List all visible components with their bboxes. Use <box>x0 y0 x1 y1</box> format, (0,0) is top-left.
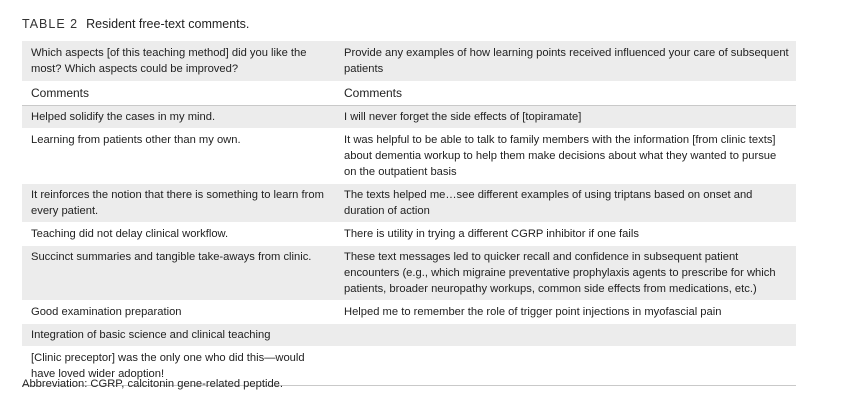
table-cell: The texts helped me…see different examples of using triptans based on onset and duration of action <box>335 184 796 223</box>
table-cell: These text messages led to quicker recall and confidence in subsequent patient encounters (e.g., which migraine preventative prophylaxis agents to prescribe for which patients, broader neuropathy workups, common side effects from medications, etc.) <box>335 246 796 301</box>
table-label: TABLE 2 <box>22 17 79 31</box>
table-row <box>22 106 796 129</box>
table-row <box>22 301 796 324</box>
subheader-cell: Comments <box>22 82 335 106</box>
table-title: Resident free-text comments. <box>86 17 250 31</box>
table-cell: Helped solidify the cases in my mind. <box>22 106 335 129</box>
table-row <box>22 223 796 246</box>
table-cell <box>335 347 796 386</box>
table-cell: I will never forget the side effects of [topiramate] <box>335 106 796 129</box>
table-header-row <box>22 41 796 82</box>
comments-table <box>22 41 796 386</box>
table-cell: Integration of basic science and clinical teaching <box>22 324 335 347</box>
table-row <box>22 184 796 223</box>
subheader-cell: Comments <box>335 82 796 106</box>
table-caption <box>22 17 249 31</box>
table-footnote: Abbreviation: CGRP, calcitonin gene-related peptide. <box>22 378 283 390</box>
table-cell: It reinforces the notion that there is something to learn from every patient. <box>22 184 335 223</box>
table-cell: Succinct summaries and tangible take-aways from clinic. <box>22 246 335 301</box>
table-cell <box>335 324 796 347</box>
table-row <box>22 246 796 301</box>
table-cell: There is utility in trying a different CGRP inhibitor if one fails <box>335 223 796 246</box>
table-row <box>22 129 796 184</box>
table-cell: Helped me to remember the role of trigger point injections in myofascial pain <box>335 301 796 324</box>
table-cell: Good examination preparation <box>22 301 335 324</box>
table-cell: It was helpful to be able to talk to family members with the information [from clinic texts] about dementia workup to help them make decisions about what they wanted to pursue on the outpatient basis <box>335 129 796 184</box>
header-cell-examples: Provide any examples of how learning points received influenced your care of subsequent patients <box>335 41 796 82</box>
table-subheader-row <box>22 82 796 106</box>
table-cell: [Clinic preceptor] was the only one who did this—would have loved wider adoption! <box>22 347 335 386</box>
table-row <box>22 324 796 347</box>
header-cell-liked: Which aspects [of this teaching method] did you like the most? Which aspects could be improved? <box>22 41 335 82</box>
table-cell: Teaching did not delay clinical workflow. <box>22 223 335 246</box>
table-cell: Learning from patients other than my own. <box>22 129 335 184</box>
